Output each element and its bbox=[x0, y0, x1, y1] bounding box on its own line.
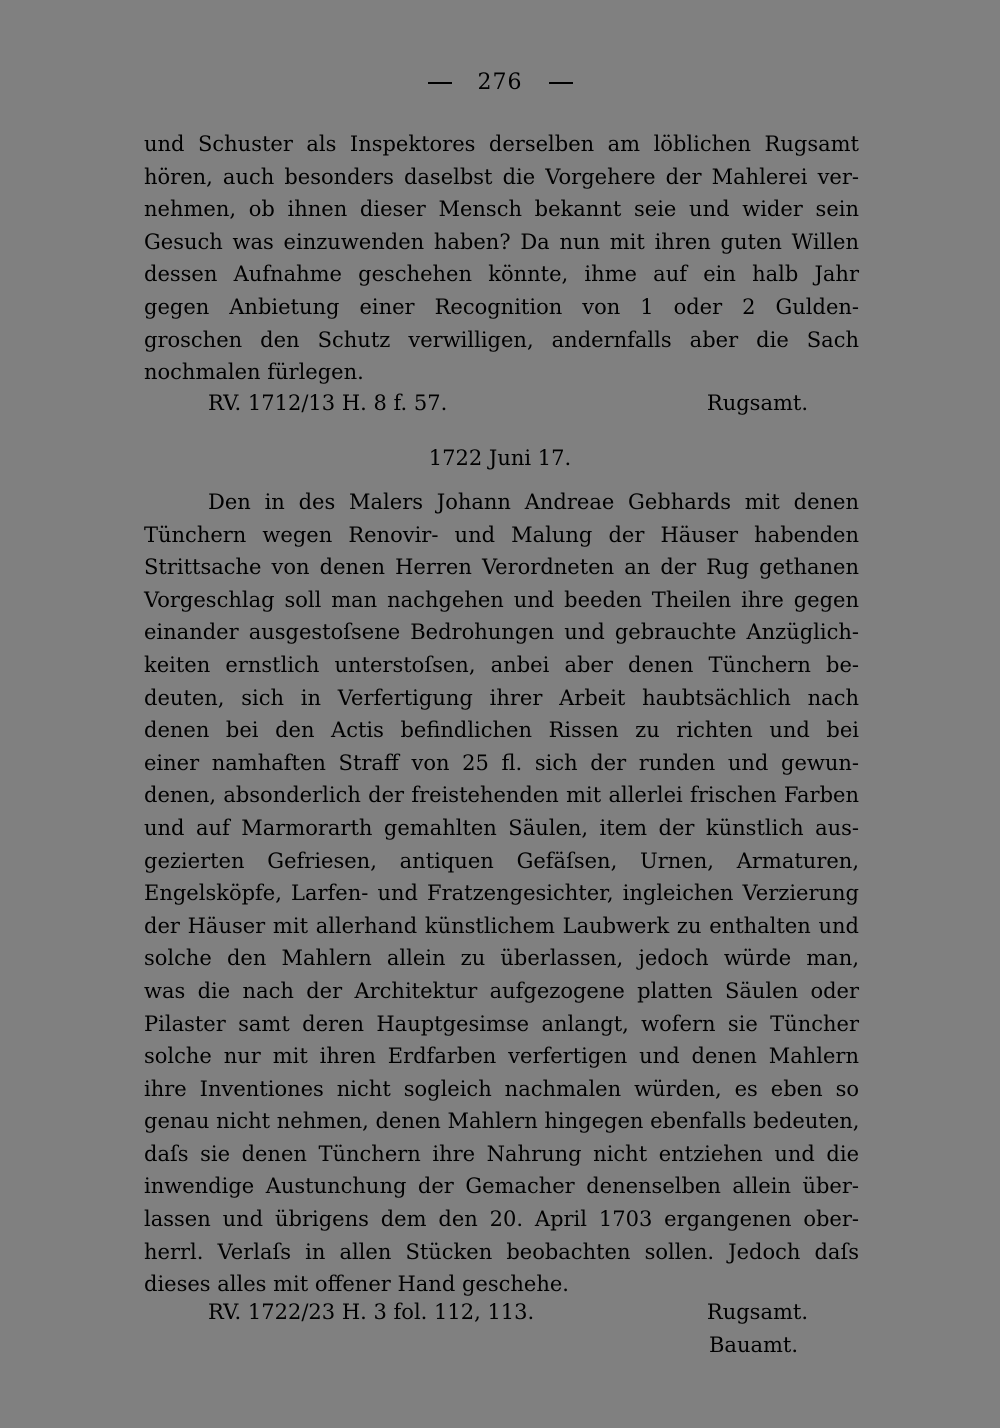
text-line: Gesuch was einzuwenden haben? Da nun mit ihren guten Willen bbox=[144, 229, 859, 254]
text-line: herrl. Verlaſs in allen Stücken beobachten sollen. Jedoch daſs bbox=[144, 1239, 859, 1264]
text-line: lassen und übrigens dem den 20. April 1703 ergangenen ober- bbox=[144, 1207, 859, 1232]
text-line: inwendige Austunchung der Gemacher denenselben allein über- bbox=[144, 1174, 859, 1199]
section1-paragraph bbox=[144, 128, 859, 389]
text-line: hören, auch besonders daselbst die Vorgehere der Mahlerei ver- bbox=[144, 164, 859, 189]
section2-paragraph bbox=[144, 486, 859, 1301]
text-line: Tünchern wegen Renovir- und Malung der Häuser habenden bbox=[144, 522, 859, 547]
text-line: daſs sie denen Tünchern ihre Nahrung nicht entziehen und die bbox=[144, 1141, 859, 1166]
page-number: 276 bbox=[477, 70, 523, 95]
archive-reference: RV. 1722/23 H. 3 fol. 112, 113. bbox=[208, 1300, 535, 1324]
office-name: Rugsamt. bbox=[706, 1300, 808, 1324]
section2-reference-row bbox=[208, 1300, 808, 1332]
text-line: nochmalen fürlegen. bbox=[144, 360, 364, 385]
text-line: denen, absonderlich der freistehenden mit allerlei frischen Farben bbox=[144, 783, 859, 808]
archive-reference: RV. 1712/13 H. 8 f. 57. bbox=[208, 391, 448, 415]
page-header bbox=[0, 70, 1000, 95]
text-line: und auf Marmorarth gemahlten Säulen, item der künstlich aus- bbox=[144, 815, 859, 840]
header-dash-left bbox=[428, 82, 452, 84]
office-name: Rugsamt. bbox=[706, 391, 808, 415]
text-line: groschen den Schutz verwilligen, andernfalls aber die Sach bbox=[144, 327, 859, 352]
text-line: einander ausgestoſsene Bedrohungen und gebrauchte Anzüglich- bbox=[144, 620, 859, 645]
section1-reference-row bbox=[208, 391, 808, 423]
text-line: dessen Aufnahme geschehen könnte, ihme auf ein halb Jahr bbox=[144, 262, 859, 287]
text-line: gegen Anbietung einer Recognition von 1 oder 2 Gulden- bbox=[144, 294, 859, 319]
text-line: Engelsköpfe, Larfen- und Fratzengesichter, ingleichen Verzierung bbox=[144, 881, 859, 906]
text-line: Strittsache von denen Herren Verordneten an der Rug gethanen bbox=[144, 555, 859, 580]
text-line: Den in des Malers Johann Andreae Gebhards mit denen bbox=[208, 490, 859, 514]
header-dash-right bbox=[549, 82, 573, 84]
text-line: solche nur mit ihren Erdfarben verfertigen und denen Mahlern bbox=[144, 1044, 859, 1069]
text-line: einer namhaften Straff von 25 fl. sich der runden und gewun- bbox=[144, 750, 859, 775]
text-line: solche den Mahlern allein zu überlassen, jedoch würde man, bbox=[144, 946, 859, 971]
text-line: Vorgeschlag soll man nachgehen und beeden Theilen ihre gegen bbox=[144, 587, 859, 612]
office-name-second: Bauamt. bbox=[709, 1333, 799, 1357]
text-line: und Schuster als Inspektores derselben am löblichen Rugsamt bbox=[144, 132, 859, 156]
text-line: was die nach der Architektur aufgezogene platten Säulen oder bbox=[144, 978, 859, 1003]
text-line: genau nicht nehmen, denen Mahlern hingegen ebenfalls bedeuten, bbox=[144, 1109, 860, 1134]
text-line: gezierten Gefriesen, antiquen Gefäſsen, Urnen, Armaturen, bbox=[144, 848, 859, 873]
text-line: ihre Inventiones nicht sogleich nachmalen würden, es eben so bbox=[144, 1076, 859, 1101]
text-line: Pilaster samt deren Hauptgesimse anlangt, wofern sie Tüncher bbox=[144, 1011, 859, 1036]
entry-date-heading: 1722 Juni 17. bbox=[428, 446, 572, 470]
text-line: denen bei den Actis befindlichen Rissen zu richten und bei bbox=[144, 718, 859, 743]
text-line: keiten ernstlich unterstoſsen, anbei aber denen Tünchern be- bbox=[144, 652, 859, 677]
text-line: der Häuser mit allerhand künstlichem Laubwerk zu enthalten und bbox=[144, 913, 859, 938]
text-line: dieses alles mit offener Hand geschehe. bbox=[144, 1272, 569, 1297]
text-line: nehmen, ob ihnen dieser Mensch bekannt seie und wider sein bbox=[144, 197, 859, 222]
text-line: deuten, sich in Verfertigung ihrer Arbeit haubtsächlich nach bbox=[144, 685, 859, 710]
